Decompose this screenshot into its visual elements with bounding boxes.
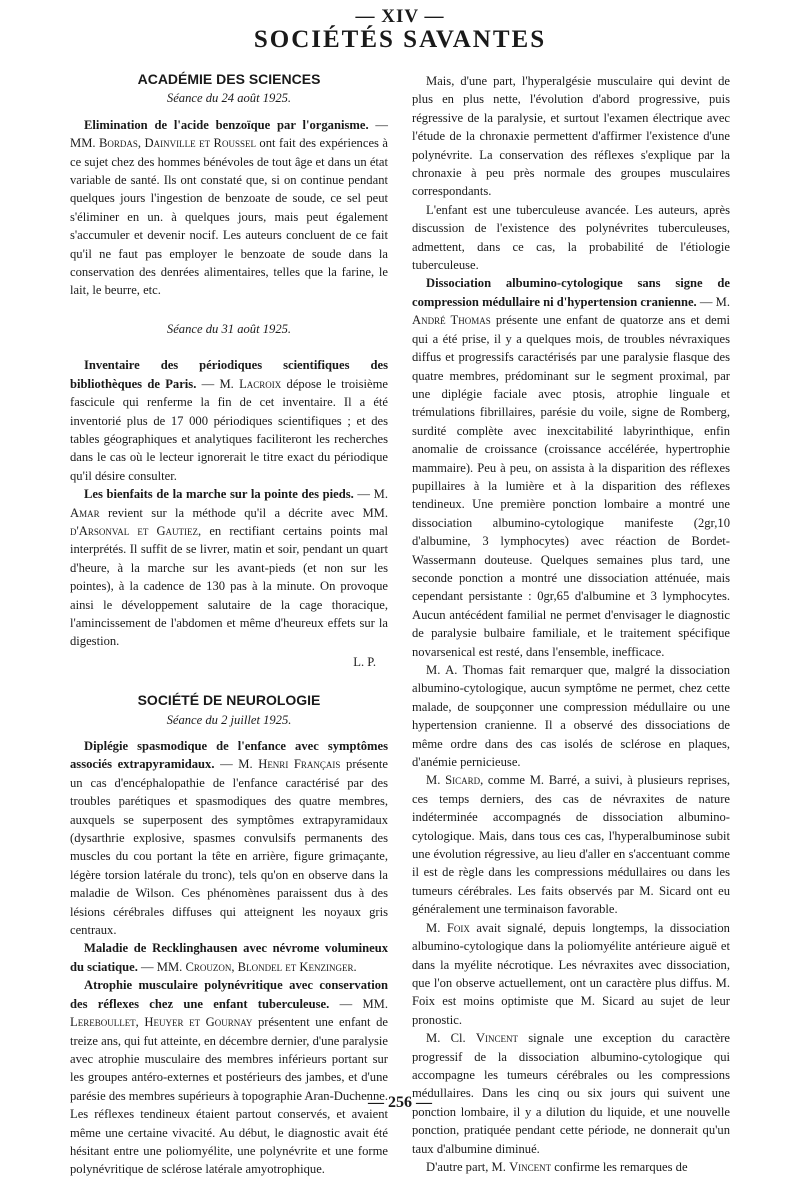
page-number: — 256 — (368, 1094, 432, 1111)
paragraph-foix: M. Foix avait signalé, depuis longtemps, la dissociation albumino-cytologique dans la poliomyélite antérieure aiguë et dans la myélite nécrotique. Les névraxites avec dissociation, que l'on observe actuellement, ont un caractère plus diffus. M. Foix est moins optimiste que M. Sicard au sujet de leur pronostic. (412, 920, 730, 1027)
signature: L. P. (353, 654, 376, 669)
paragraph-vincent: M. Cl. Vincent signale une exception du caractère progressif de la dissociation albumino-cytologique qui accompagne les tumeurs cérébrales ou les compressions médullaires. Dans les cinq ou six jours qui suivent une ponction lombaire, il y a dilution du liquide, et une nouvelle ponction, pratiquée pendant cette période, ne donnerait qu'un taux d'albumine diminué. (412, 1031, 730, 1156)
article-title: Les bienfaits de la marche sur la pointe des pieds. (84, 487, 354, 502)
article-authors: Vincent (475, 1031, 518, 1046)
article-authors: Henri Français (258, 757, 341, 772)
article-authors: Bordas, Dainville et Roussel (99, 136, 256, 151)
article-authors: Amar (70, 505, 100, 520)
article-authors: Lereboullet, Heuyer et Gournay (70, 1015, 253, 1030)
article-title: Diplégie spasmodique de l'enfance avec symptômes associés extrapyramidaux. (70, 739, 388, 772)
article-authors: Foix (446, 920, 470, 935)
seance-date: Séance du 24 août 1925. (166, 91, 292, 106)
paragraph-last: D'autre part, M. Vincent confirme les remarques de (426, 1159, 688, 1174)
article-atrophie: Atrophie musculaire polynévritique avec conservation des réflexes chez une enfant tuberculeuse. — MM. Lereboullet, Heuyer et Gournay présentent une enfant de treize ans, qui fut atteinte, en décembre dernier, d'une paralysie avec atrophie musculaire des membres inférieurs portant sur les groupes antéro-externes et postérieurs des jambes, et d'une parésie des membres supérieurs à topographie Aran-Duchenne. Les réflexes tendineux étaient partout conservés, et avaient même une certaine vivacité. Au début, le diagnostic avait été hésitant entre une poliomyélite, une polynévrite et une forme polynévritique de sclérose latérale amyotrophique. (70, 978, 388, 1177)
article-title: Maladie de Recklinghausen avec névrome volumineux du sciatique. (70, 941, 388, 974)
article-dissociation: Dissociation albumino-cytologique sans signe de compression médullaire ni d'hypertension cranienne. — M. André Thomas présente une enfant de quatorze ans et demi qui a été prise, il y a quelques mois, de troubles névraxiques diffus et progressifs caractérisés par une paralysie flasque des quatre membres, prédominant sur le segment proximal, par une diplégie faciale avec ptosis, atrophie linguale et trémulations fibrillaires, parésie du voile, signe de Romberg, surdité complète avec inexcitabilité labyrinthique, enfin anomalie de croissance (croissance accélérée, hypertrophie mammaire). Peu à peu, on assista à la disparition des réflexes pupillaires à la lumière et à la disparition des réflexes tendineux. Une première ponction lombaire a montré une dissociation albumino-cytologique manifeste (2gr,10 d'albumine, 3 lymphocytes) avec réaction de Bordet-Wassermann douteuse. Quelques semaines plus tard, une seconde ponction a montré une dissociation atténuée, mais cependant persistante : 0gr,65 d'albumine et 3 lymphocytes. Aucun antécédent familial ne permet d'envisager le diagnostic de paralysie bulbaire familiale, et le traitement spécifique novarsenical est resté, dans l'ensemble, inefficace. (412, 276, 731, 659)
article-authors: André Thomas (412, 313, 491, 328)
article-recklinghausen: Maladie de Recklinghausen avec névrome volumineux du sciatique. — MM. Crouzon, Blondel et Kenzinger. (70, 941, 388, 974)
paragraph-sicard: M. Sicard, comme M. Barré, a suivi, à plusieurs reprises, ces temps derniers, des cas de névraxites de nature indéterminée accompagnés de dissociation albumino-cytologique. Mais, dans tous ces cas, l'hyperalbuminose subit une évolution régressive, au lieu d'aller en s'accentuant comme il est de règle dans les compressions médullaires ou dans les tumeurs cérébrales. Les faits observés par M. Sicard ont eu généralement une terminaison favorable. (412, 773, 730, 917)
article-marche: Les bienfaits de la marche sur la pointe des pieds. — M. Amar revient sur la méthode qu'il a décrite avec MM. d'Arsonval et Gautiez, en rectifiant certains points mal interprétés. Il suffit de se livrer, matin et soir, pendant un quart d'heure, à la marche sur les avant-pieds (et non sur les pointes), à la cadence de 130 pas à la minute. On provoque ainsi le développement salutaire de la cage thoracique, l'amincissement de l'abdomen et même d'heureux effets sur la digestion. (70, 487, 388, 649)
article-authors: d'Arsonval et Gautiez (70, 523, 199, 538)
section-heading-neurologie: SOCIÉTÉ DE NEUROLOGIE (137, 692, 321, 709)
article-inventaire: Inventaire des périodiques scientifiques des bibliothèques de Paris. — M. Lacroix dépose le troisième fascicule qui renferme la fin de cet inventaire. Il a été inventorié plus de 17 000 périodiques scientifiques ; et des tables géographiques et analytiques faciliteront les recherches dans le cas où le lecteur ignorerait le titre exact du périodique qu'il désire consulter. (70, 358, 388, 483)
right-column (412, 72, 730, 1176)
seance-date: Séance du 31 août 1925. (166, 321, 292, 336)
article-title: Inventaire des périodiques scientifiques des bibliothèques de Paris. (70, 358, 388, 391)
article-authors: Crouzon, Blondel et Kenzinger. (185, 959, 357, 974)
article-authors: Sicard (445, 773, 481, 788)
paragraph-thomas: M. A. Thomas fait remarquer que, malgré la dissociation albumino-cytologique, aucun symptôme ne permet, chez cette malade, de soupçonner une compression médullaire ou une hypertension cranienne. Il a observé des dissociations de même ordre dans des cas isolés de sclérose en plaques, d'anémie pernicieuse. (412, 663, 730, 770)
article-title: Dissociation albumino-cytologique sans signe de compression médullaire ni d'hypertension cranienne. (412, 276, 730, 309)
article-title: Elimination de l'acide benzoïque par l'organisme. (84, 117, 369, 132)
page-title: SOCIÉTÉS SAVANTES (253, 26, 547, 53)
page-header-roman: — XIV — (355, 6, 445, 27)
article-benzoique: Elimination de l'acide benzoïque par l'organisme. — MM. Bordas, Dainville et Roussel ont fait des expériences à ce sujet chez des hommes bénévoles de tout âge et dans un état variable de santé. Ils ont constaté que, si on continue pendant quelques jours l'ingestion de benzoate de soude, ce sel peut s'éliminer en un. à quelques jours, mais peut également s'accumuler et devenir nocif. Les auteurs concluent de ce fait qu'il ne faut pas employer le benzoate de soude dans la conservation des denrées alimentaires, telles que la farine, le lait, le beurre, etc. (70, 117, 388, 298)
article-authors: Lacroix (239, 376, 282, 391)
seance-date: Séance du 2 juillet 1925. (166, 712, 292, 727)
paragraph: L'enfant est une tuberculeuse avancée. Les auteurs, après discussion de l'existence des polynévrites tuberculeuses, admettent, dans ce cas, la probabilité de l'étiologie tuberculeuse. (412, 202, 730, 273)
left-column (70, 70, 388, 1179)
article-diplegie: Diplégie spasmodique de l'enfance avec symptômes associés extrapyramidaux. — M. Henri Français présente un cas d'encéphalopathie de l'enfance caractérisé par des troubles parétiques et spasmodiques des quatre membres, auxquels se superposent des symptômes extrapyramidaux (dysarthrie explosive, spasmes convulsifs permanents des muscles du cou portant la tête en arrière, figure grimaçante, légère torsion latérale du tronc), tels qu'on en observe dans la maladie de Wilson. Ces phénomènes paraissent dus à des lésions cérébrales diffuses qui atteignent les noyaux gris centraux. (70, 739, 388, 938)
paragraph: Mais, d'une part, l'hyperalgésie musculaire qui devint de plus en plus nette, l'évolution d'abord progressive, puis régressive de la paralysie, et surtout l'examen électrique avec l'étude de la chronaxie permettent d'affirmer l'existence d'une polynévrite. La conservation des réflexes s'explique par la chronaxie à peu près normale des groupes musculaires correspondants. (412, 74, 730, 199)
section-heading-academie: ACADÉMIE DES SCIENCES (137, 71, 321, 87)
article-title: Atrophie musculaire polynévritique avec conservation des réflexes chez une enfant tuberculeuse. (70, 978, 388, 1011)
article-authors: Vincent (509, 1159, 552, 1174)
